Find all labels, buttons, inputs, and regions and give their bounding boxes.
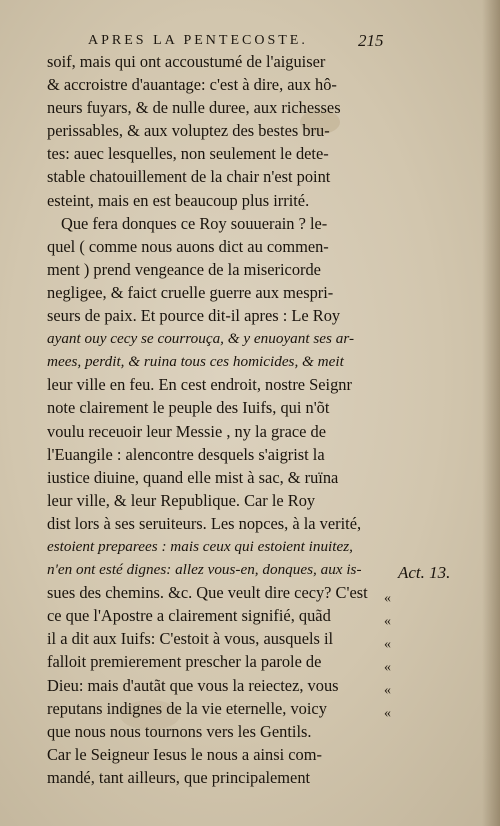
text-line: quel ( comme nous auons dict au commen- bbox=[47, 236, 329, 256]
text-line: n'en ont esté dignes: allez vous-en, donques, aux is- bbox=[47, 561, 362, 579]
quotation-mark: « bbox=[384, 683, 391, 699]
text-line: note clairement le peuple des Iuifs, qui n'õt bbox=[47, 398, 330, 418]
text-line: sues des chemins. &c. Que veult dire cecy? C'est bbox=[47, 583, 368, 603]
text-line: Que fera donques ce Roy souuerain ? le- bbox=[61, 213, 328, 233]
text-line: ayant ouy cecy se courrouça, & y enuoyant ses ar- bbox=[47, 330, 355, 348]
quotation-mark: « bbox=[384, 706, 391, 722]
text-line: neurs fuyars, & de nulle duree, aux richesses bbox=[47, 98, 341, 118]
text-line: soif, mais qui ont accoustumé de l'aiguiser bbox=[47, 52, 326, 71]
text-line: leur ville en feu. En cest endroit, nostre Seignr bbox=[47, 375, 352, 395]
text-line: mandé, tant ailleurs, que principalement bbox=[47, 767, 311, 787]
text-line: leur ville, & leur Republique. Car le Roy bbox=[47, 490, 316, 510]
text-line: estoient preparees : mais ceux qui estoient inuitez, bbox=[47, 537, 353, 555]
quotation-mark: « bbox=[384, 591, 391, 606]
text-line: Car le Seigneur Iesus le nous a ainsi com- bbox=[47, 744, 322, 764]
text-line: iustice diuine, quand elle mist à sac, & ruïna bbox=[47, 467, 339, 487]
text-line: tes: auec lesquelles, non seulement le dete- bbox=[47, 144, 329, 164]
text-line: dist lors à ses seruiteurs. Les nopces, à la verité, bbox=[47, 513, 362, 533]
text-line: esteint, mais en est beaucoup plus irrité. bbox=[47, 190, 310, 210]
running-title: APRES LA PENTECOSTE. bbox=[88, 33, 308, 48]
margin-quotation-marks bbox=[384, 587, 391, 726]
quotation-mark: « bbox=[384, 614, 391, 630]
quotation-mark: « bbox=[384, 660, 391, 676]
text-line: Dieu: mais d'autãt que vous la reiectez, vous bbox=[47, 675, 339, 695]
text-line: voulu receuoir leur Messie , ny la grace de bbox=[47, 421, 326, 441]
text-line: mees, perdit, & ruina tous ces homicides, & meit bbox=[47, 353, 344, 371]
text-line: reputans indignes de la vie eternelle, voicy bbox=[47, 698, 327, 718]
text-line: il a dit aux Iuifs: C'estoit à vous, ausquels il bbox=[47, 629, 334, 649]
quotation-mark: « bbox=[384, 637, 391, 653]
text-line: ment ) prend vengeance de la misericorde bbox=[47, 259, 321, 279]
text-line: perissables, & aux voluptez des bestes bru- bbox=[47, 121, 330, 141]
text-line: falloit premierement prescher la parole de bbox=[47, 652, 322, 672]
text-line: negligee, & faict cruelle guerre aux mespri- bbox=[47, 282, 334, 302]
text-line: ce que l'Apostre a clairement signifié, quãd bbox=[47, 606, 331, 626]
margin-citation: Act. 13. bbox=[398, 563, 451, 582]
body-text bbox=[47, 50, 389, 789]
page-number: 215 bbox=[358, 31, 384, 50]
text-line: seurs de paix. Et pource dit-il apres : Le Roy bbox=[47, 306, 341, 326]
text-line: l'Euangile : alencontre desquels s'aigrist la bbox=[47, 444, 325, 464]
text-line: que nous nous tournons vers les Gentils. bbox=[47, 721, 312, 741]
text-line: & accroistre d'auantage: c'est à dire, aux hô- bbox=[47, 75, 337, 95]
text-line: stable chatouillement de la chair n'est point bbox=[47, 167, 331, 187]
